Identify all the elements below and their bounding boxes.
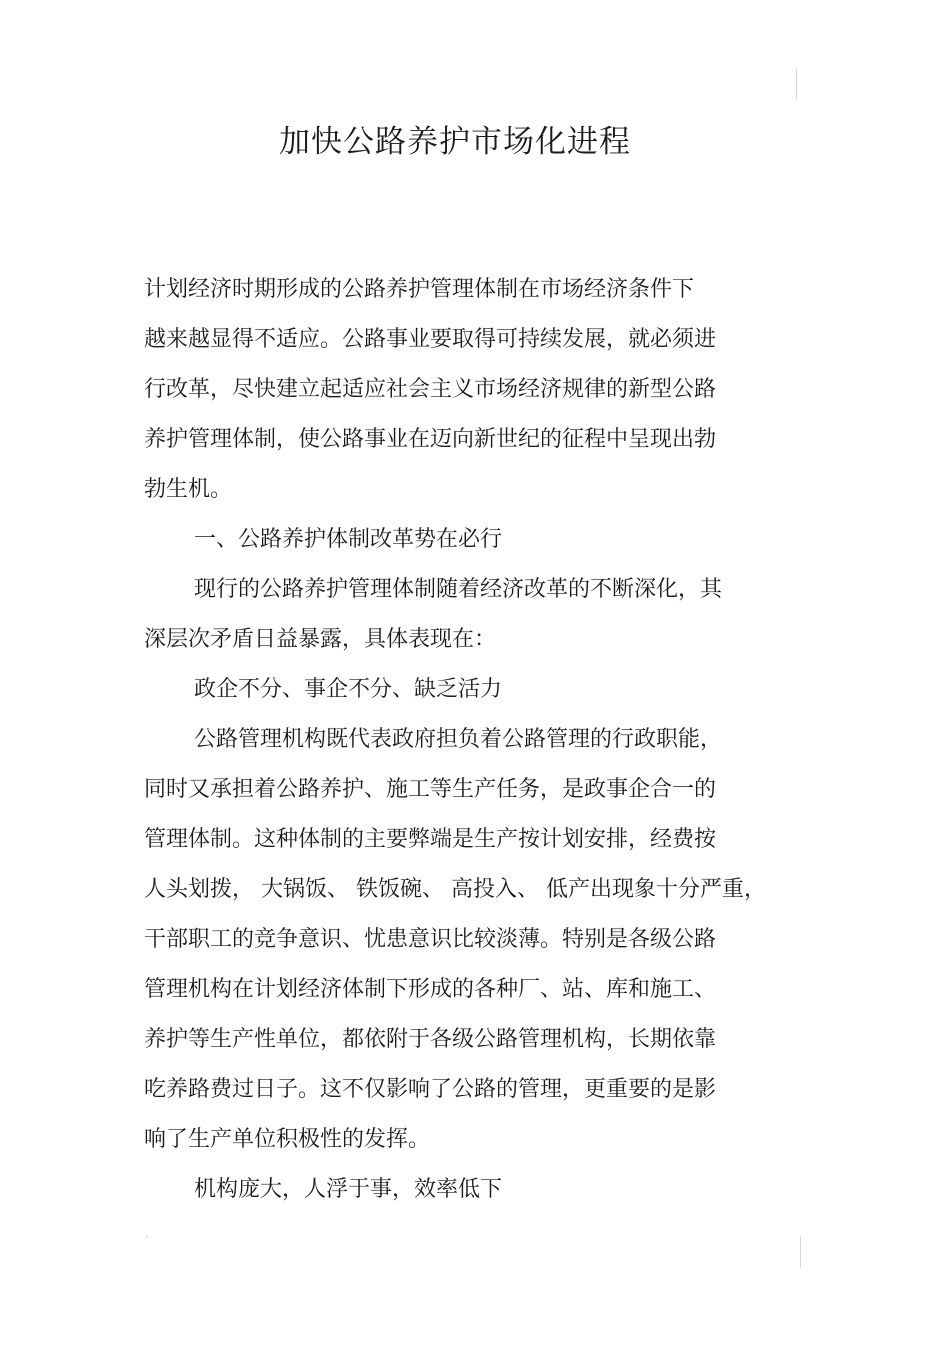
paragraph-line: 同时又承担着公路养护、施工等生产任务，是政事企合一的 <box>144 777 717 802</box>
paragraph-line: 计划经济时期形成的公路养护管理体制在市场经济条件下 <box>144 277 695 302</box>
paragraph-line: 养护管理体制，使公路事业在迈向新世纪的征程中呈现出勃 <box>144 427 717 452</box>
paragraph-line: 行改革，尽快建立起适应社会主义市场经济规律的新型公路 <box>144 377 717 402</box>
paragraph-line: 管理体制。这种体制的主要弊端是生产按计划安排，经费按 <box>144 827 717 852</box>
paragraph-line: 公路管理机构既代表政府担负着公路管理的行政职能， <box>194 727 723 752</box>
page-edge-mark <box>800 1236 801 1268</box>
paragraph-line: 深层次矛盾日益暴露，具体表现在： <box>144 627 497 652</box>
section-heading: 一、公路养护体制改革势在必行 <box>194 527 503 552</box>
subsection-heading: 政企不分、事企不分、缺乏活力 <box>194 677 503 702</box>
subsection-heading: 机构庞大，人浮于事，效率低下 <box>194 1177 503 1202</box>
document-title: 加快公路养护市场化进程 <box>279 124 631 160</box>
paragraph-line: 养护等生产性单位，都依附于各级公路管理机构，长期依靠 <box>144 1027 717 1052</box>
paragraph-line: 越来越显得不适应。公路事业要取得可持续发展，就必须进 <box>144 327 717 352</box>
page-edge-mark <box>796 68 797 100</box>
paragraph-line: 现行的公路养护管理体制随着经济改革的不断深化，其 <box>194 577 723 602</box>
paragraph-line: 吃养路费过日子。这不仅影响了公路的管理，更重要的是影 <box>144 1077 717 1102</box>
paragraph-line: 响了生产单位积极性的发挥。 <box>144 1127 431 1152</box>
paragraph-line: 人头划拨， 大锅饭、 铁饭碗、 高投入、 低产出现象十分严重， <box>144 877 766 902</box>
page-corner-dot <box>146 1236 148 1238</box>
paragraph-line: 管理机构在计划经济体制下形成的各种厂、站、库和施工、 <box>144 977 717 1002</box>
paragraph-line: 勃生机。 <box>144 477 233 502</box>
paragraph-line: 干部职工的竞争意识、忧患意识比较淡薄。特别是各级公路 <box>144 927 717 952</box>
